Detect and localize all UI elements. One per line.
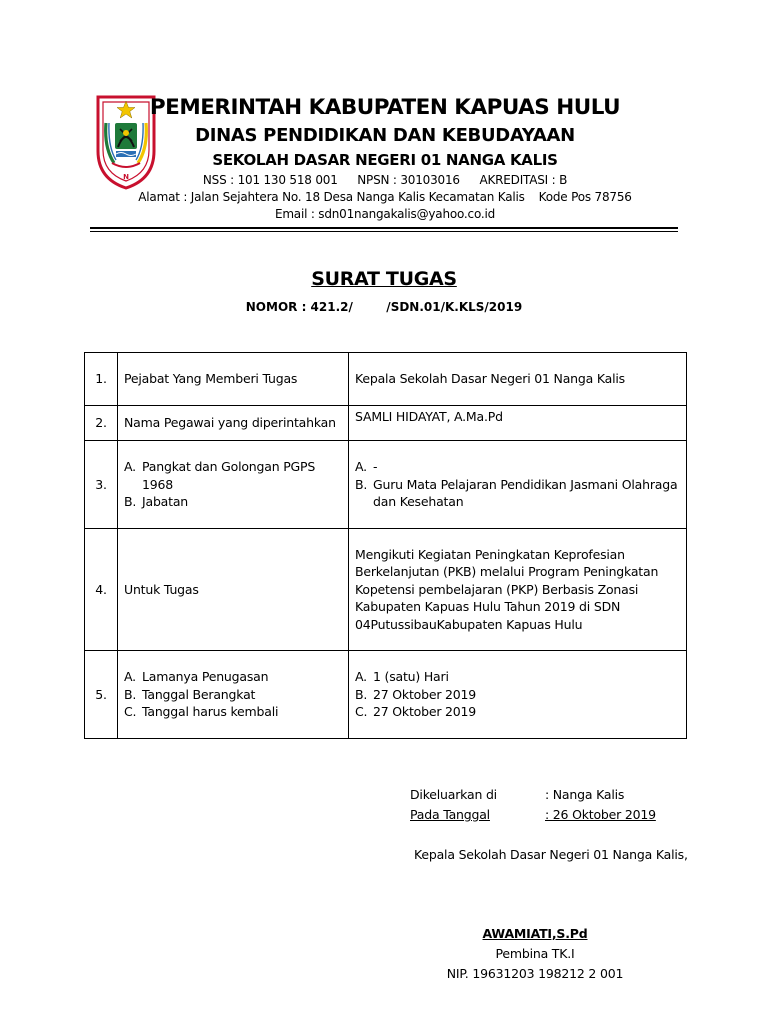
list-item xyxy=(124,686,342,704)
item-text: - xyxy=(373,459,378,475)
sub-item-list xyxy=(355,458,680,511)
postal-code: Kode Pos 78756 xyxy=(538,190,632,204)
nss-number: NSS : 101 130 518 001 xyxy=(202,173,338,187)
item-marker: B. xyxy=(124,494,137,510)
item-marker: C. xyxy=(355,704,368,720)
list-item xyxy=(355,703,680,721)
crest-letter: N xyxy=(123,173,129,181)
row-label xyxy=(118,651,349,739)
government-title: PEMERINTAH KABUPATEN KAPUAS HULU xyxy=(149,95,621,120)
item-marker: C. xyxy=(124,704,137,720)
table-row xyxy=(85,529,687,651)
list-item xyxy=(124,458,342,493)
item-marker: A. xyxy=(355,669,367,685)
row-number: 1. xyxy=(85,353,118,406)
sub-item-list xyxy=(124,458,342,511)
list-item xyxy=(355,458,680,476)
school-address: Alamat : Jalan Sejahtera No. 18 Desa Nanga Kalis Kecamatan Kalis xyxy=(138,190,525,204)
sub-item-list xyxy=(124,668,342,721)
signatory-nip: NIP. 19631203 198212 2 001 xyxy=(446,966,624,981)
item-text: Tanggal Berangkat xyxy=(142,686,256,702)
list-item xyxy=(124,493,342,511)
list-item xyxy=(355,476,680,511)
table-row xyxy=(85,441,687,529)
assignment-table xyxy=(84,352,687,739)
table-row xyxy=(85,406,687,441)
row-number: 3. xyxy=(85,441,118,529)
table-row xyxy=(85,651,687,739)
row-value: Kepala Sekolah Dasar Negeri 01 Nanga Kalis xyxy=(349,353,687,406)
list-item xyxy=(355,686,680,704)
school-address-line xyxy=(85,190,685,204)
npsn-number: NPSN : 30103016 xyxy=(357,173,460,187)
row-number: 4. xyxy=(85,529,118,651)
date-value: : 26 Oktober 2019 xyxy=(545,807,656,822)
item-marker: B. xyxy=(355,476,368,492)
row-label xyxy=(118,441,349,529)
item-text: 27 Oktober 2019 xyxy=(373,686,477,702)
row-value: SAMLI HIDAYAT, A.Ma.Pd xyxy=(349,406,687,441)
item-marker: B. xyxy=(124,686,137,702)
document-title: SURAT TUGAS xyxy=(311,268,457,290)
school-name: SEKOLAH DASAR NEGERI 01 NANGA KALIS xyxy=(212,151,558,169)
signatory-rank: Pembina TK.I xyxy=(495,946,575,961)
accreditation: AKREDITASI : B xyxy=(479,173,568,187)
row-label: Pejabat Yang Memberi Tugas xyxy=(118,353,349,406)
table-row xyxy=(85,353,687,406)
item-text: Lamanya Penugasan xyxy=(142,669,269,685)
school-identifiers xyxy=(85,173,685,187)
row-value xyxy=(349,651,687,739)
row-number: 5. xyxy=(85,651,118,739)
row-label: Untuk Tugas xyxy=(118,529,349,651)
issued-at-value: : Nanga Kalis xyxy=(545,787,625,802)
sub-item-list xyxy=(355,668,680,721)
item-text: Guru Mata Pelajaran Pendidikan Jasmani Olahraga dan Kesehatan xyxy=(373,476,678,510)
row-value: Mengikuti Kegiatan Peningkatan Keprofesian Berkelanjutan (PKB) melalui Program Peningkatan Kopetensi pembelajaran (PKP) Berbasis Zonasi Kabupaten Kapuas Hulu Tahun 2019 di SDN 04PutussibauKabupaten Kapuas Hulu xyxy=(349,529,687,651)
document-number: NOMOR : 421.2/ /SDN.01/K.KLS/2019 xyxy=(245,300,523,314)
date-label: Pada Tanggal xyxy=(410,807,490,822)
item-text: Pangkat dan Golongan PGPS 1968 xyxy=(142,459,316,492)
list-item xyxy=(355,668,680,686)
letterhead-rule-thin xyxy=(90,231,678,232)
school-email: Email : sdn01nangakalis@yahoo.co.id xyxy=(274,207,496,221)
signatory-position: Kepala Sekolah Dasar Negeri 01 Nanga Kalis, xyxy=(414,847,688,862)
item-marker: B. xyxy=(355,686,368,702)
item-marker: A. xyxy=(124,669,136,685)
row-label: Nama Pegawai yang diperintahkan xyxy=(118,406,349,441)
item-text: 1 (satu) Hari xyxy=(373,669,449,685)
item-text: 27 Oktober 2019 xyxy=(373,704,477,720)
item-text: Tanggal harus kembali xyxy=(142,704,279,720)
list-item xyxy=(124,668,342,686)
issued-at-label: Dikeluarkan di xyxy=(410,787,497,802)
item-text: Jabatan xyxy=(142,494,189,510)
row-number: 2. xyxy=(85,406,118,441)
list-item xyxy=(124,703,342,721)
department-name: DINAS PENDIDIKAN DAN KEBUDAYAAN xyxy=(195,125,575,146)
item-marker: A. xyxy=(124,459,136,475)
letterhead-rule-thick xyxy=(90,227,678,229)
signatory-name: AWAMIATI,S.Pd xyxy=(482,926,588,941)
row-value xyxy=(349,441,687,529)
item-marker: A. xyxy=(355,459,367,475)
